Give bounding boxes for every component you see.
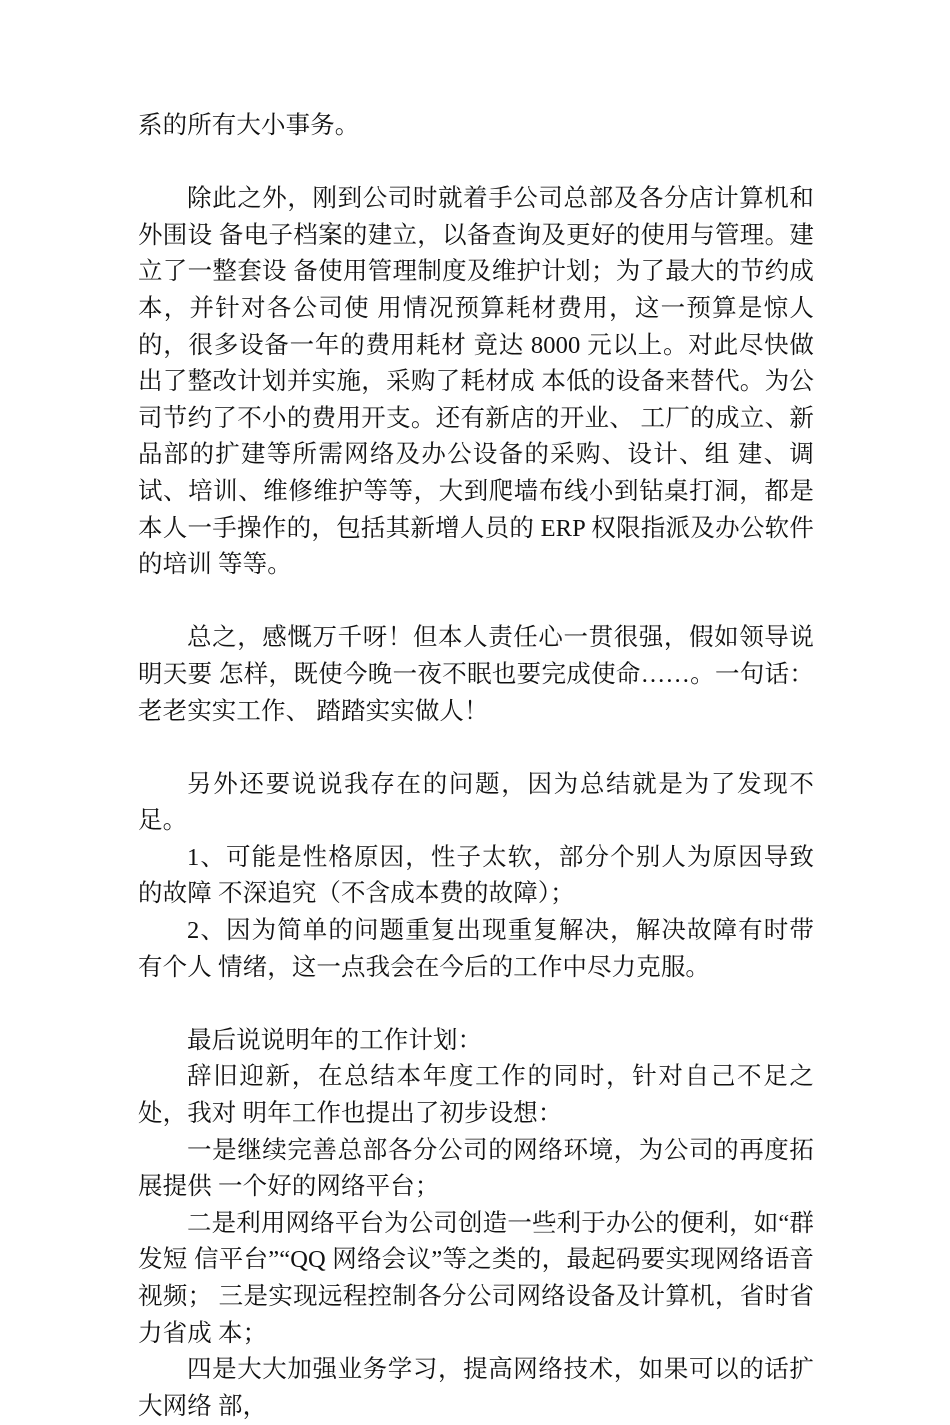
paragraph-continuation-line: 系的所有大小事务。 <box>138 112 360 139</box>
paragraph-spacer <box>138 730 814 767</box>
paragraph-spacer <box>138 145 814 182</box>
paragraph-problems-intro: 另外还要说说我存在的问题，因为总结就是为了发现不足。 <box>138 770 814 835</box>
paragraph-conclusion-feelings: 总之，感慨万千呀！但本人责任心一贯很强，假如领导说明天要 怎样，既使今晚一夜不眠也要完成使命……。一句话：老老实实工作、 踏踏实实做人！ <box>138 624 814 725</box>
paragraph-spacer <box>138 584 814 621</box>
list-item-problem-1: 1、可能是性格原因，性子太软，部分个别人为原因导致的故障 不深追究（不含成本费的故障）； <box>138 843 814 908</box>
paragraph-spacer <box>138 986 814 1023</box>
paragraph-extra-work: 除此之外，刚到公司时就着手公司总部及各分店计算机和外围设 备电子档案的建立，以备查询及更好的使用与管理。建立了一整套设 备使用管理制度及维护计划；为了最大的节约成本，并针对各公司使 用情况预算耗材费用，这一预算是惊人的，很多设备一年的费用耗材 竟达 8000 元以上。对此尽快做出了整改计划并实施，采购了耗材成 本低的设备来替代。为公司节约了不小的费用开支。还有新店的开业、 工厂的成立、新品部的扩建等所需网络及办公设备的采购、设计、组 建、调试、培训、维修维护等等，大到爬墙布线小到钻桌打洞，都是 本人一手操作的，包括其新增人员的 ERP 权限指派及办公软件的培训 等等。 <box>138 185 814 579</box>
list-item-plan-1: 一是继续完善总部各分公司的网络环境，为公司的再度拓展提供 一个好的网络平台； <box>138 1136 814 1201</box>
paragraph-new-year-reflection: 辞旧迎新，在总结本年度工作的同时，针对自己不足之处，我对 明年工作也提出了初步设想： <box>138 1063 814 1128</box>
list-item-plan-4: 四是大大加强业务学习，提高网络技术，如果可以的话扩大网络 部， <box>138 1356 814 1420</box>
list-item-plan-2: 二是利用网络平台为公司创造一些利于办公的便利，如“群发短 信平台”“QQ 网络会议”等之类的，最起码要实现网络语音视频； 三是实现远程控制各分公司网络设备及计算机，省时省力省成 本； <box>138 1209 814 1347</box>
paragraph-next-year-plan-heading: 最后说说明年的工作计划： <box>187 1026 483 1054</box>
document-text-column <box>138 108 814 1425</box>
list-item-problem-2: 2、因为简单的问题重复出现重复解决，解决故障有时带有个人 情绪，这一点我会在今后的工作中尽力克服。 <box>138 917 814 981</box>
